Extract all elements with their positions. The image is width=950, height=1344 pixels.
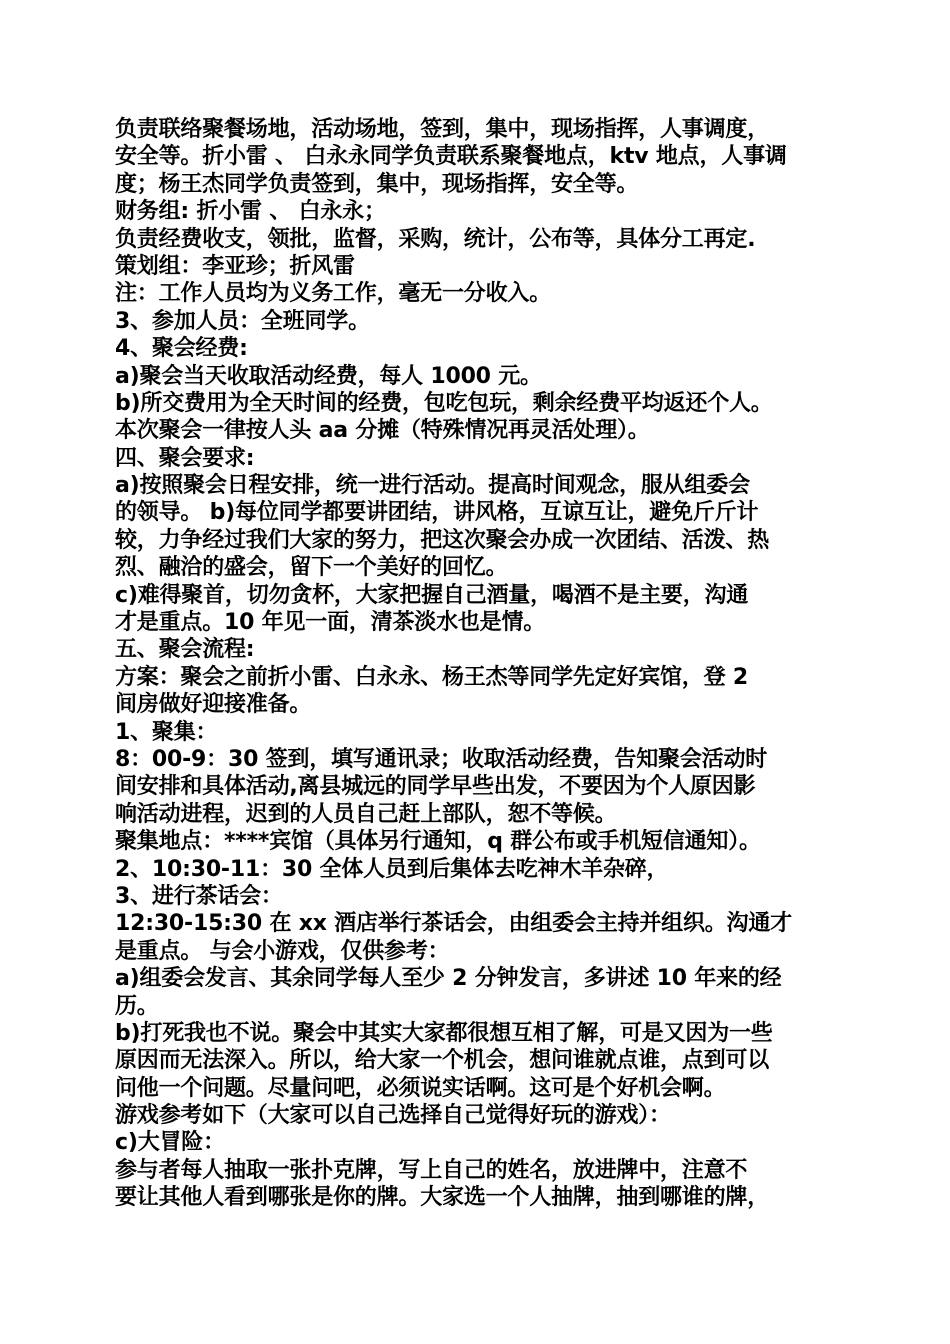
text-line: 4、聚会经费: (115, 336, 248, 362)
text-line: 2、10:30-11：30 全体人员到后集体去吃神木羊杂碎， (115, 856, 669, 882)
text-line: 安全等。折小雷 、 白永永同学负责联系聚餐地点，ktv 地点，人事调 (115, 144, 787, 170)
text-line: 问他一个问题。尽量问吧，必须说实话啊。这可是个好机会啊。 (115, 1075, 726, 1101)
text-line: 四、聚会要求: (115, 445, 255, 471)
text-line: 注：工作人员均为义务工作，毫无一分收入。 (115, 281, 552, 307)
text-line: 12:30-15:30 在 xx 酒店举行茶话会，由组委会主持并组织。沟通才 (115, 911, 792, 937)
text-line: 游戏参考如下（大家可以自己选择自己觉得好玩的游戏）： (115, 1103, 671, 1129)
text-line: a)组委会发言、其余同学每人至少 2 分钟发言，多讲述 10 年来的经 (115, 966, 782, 992)
text-line: 是重点。 与会小游戏，仅供参考： (115, 938, 450, 964)
text-line: 方案：聚会之前折小雷、白永永、杨王杰等同学先定好宾馆，登 2 (115, 664, 748, 690)
text-line: 3、参加人员：全班同学。 (115, 308, 370, 334)
text-line: 烈、融洽的盛会，留下一个美好的回忆。 (115, 555, 508, 581)
text-line: 历。 (115, 993, 159, 1019)
text-line: 策划组：李亚珍；折风雷 (115, 253, 355, 279)
text-line: 参与者每人抽取一张扑克牌，写上自己的姓名，放进牌中，注意不 (115, 1157, 748, 1183)
text-line: 的领导。 b)每位同学都要讲团结，讲风格，互谅互让，避免斤斤计 (115, 500, 759, 526)
text-line: a)按照聚会日程安排，统一进行活动。提高时间观念，服从组委会 (115, 473, 750, 499)
text-line: 较，力争经过我们大家的努力，把这次聚会办成一次团结、活泼、热 (115, 527, 770, 553)
text-line: 响活动进程，迟到的人员自己赶上部队，恕不等候。 (115, 801, 617, 827)
text-line: 负责经费收支，领批，监督，采购，统计，公布等，具体分工再定. (115, 226, 756, 252)
text-line: 3、进行茶话会： (115, 883, 283, 909)
text-line: b)所交费用为全天时间的经费，包吃包玩，剩余经费平均返还个人。 (115, 390, 773, 416)
text-line: 原因而无法深入。所以，给大家一个机会，想问谁就点谁，点到可以 (115, 1048, 770, 1074)
text-line: 才是重点。10 年见一面，清茶淡水也是情。 (115, 610, 546, 636)
text-line: b)打死我也不说。聚会中其实大家都很想互相了解，可是又因为一些 (115, 1020, 773, 1046)
text-line: 度；杨王杰同学负责签到，集中，现场指挥，安全等。 (115, 171, 639, 197)
text-line: a)聚会当天收取活动经费，每人 1000 元。 (115, 363, 542, 389)
text-line: 要让其他人看到哪张是你的牌。大家选一个人抽牌，抽到哪谁的牌， (115, 1185, 770, 1211)
text-line: 本次聚会一律按人头 aa 分摊（特殊情况再灵活处理）。 (115, 418, 650, 444)
text-line: 负责联络聚餐场地，活动场地，签到，集中，现场指挥，人事调度， (115, 117, 770, 142)
text-line: c)大冒险： (115, 1130, 225, 1156)
text-line: 聚集地点：****宾馆（具体另行通知，q 群公布或手机短信通知）。 (115, 829, 761, 855)
text-line: 8：00-9：30 签到，填写通讯录；收取活动经费，告知聚会活动时 (115, 746, 768, 772)
text-line: 间安排和具体活动,离县城远的同学早些出发，不要因为个人原因影 (115, 774, 756, 800)
text-line: 五、聚会流程: (115, 637, 255, 663)
text-line: c)难得聚首，切勿贪杯，大家把握自己酒量，喝酒不是主要，沟通 (115, 582, 749, 608)
text-line: 间房做好迎接准备。 (115, 692, 312, 718)
text-line: 财务组: 折小雷 、 白永永； (115, 199, 386, 225)
text-line: 1、聚集： (115, 719, 218, 745)
document-body (115, 116, 835, 1212)
